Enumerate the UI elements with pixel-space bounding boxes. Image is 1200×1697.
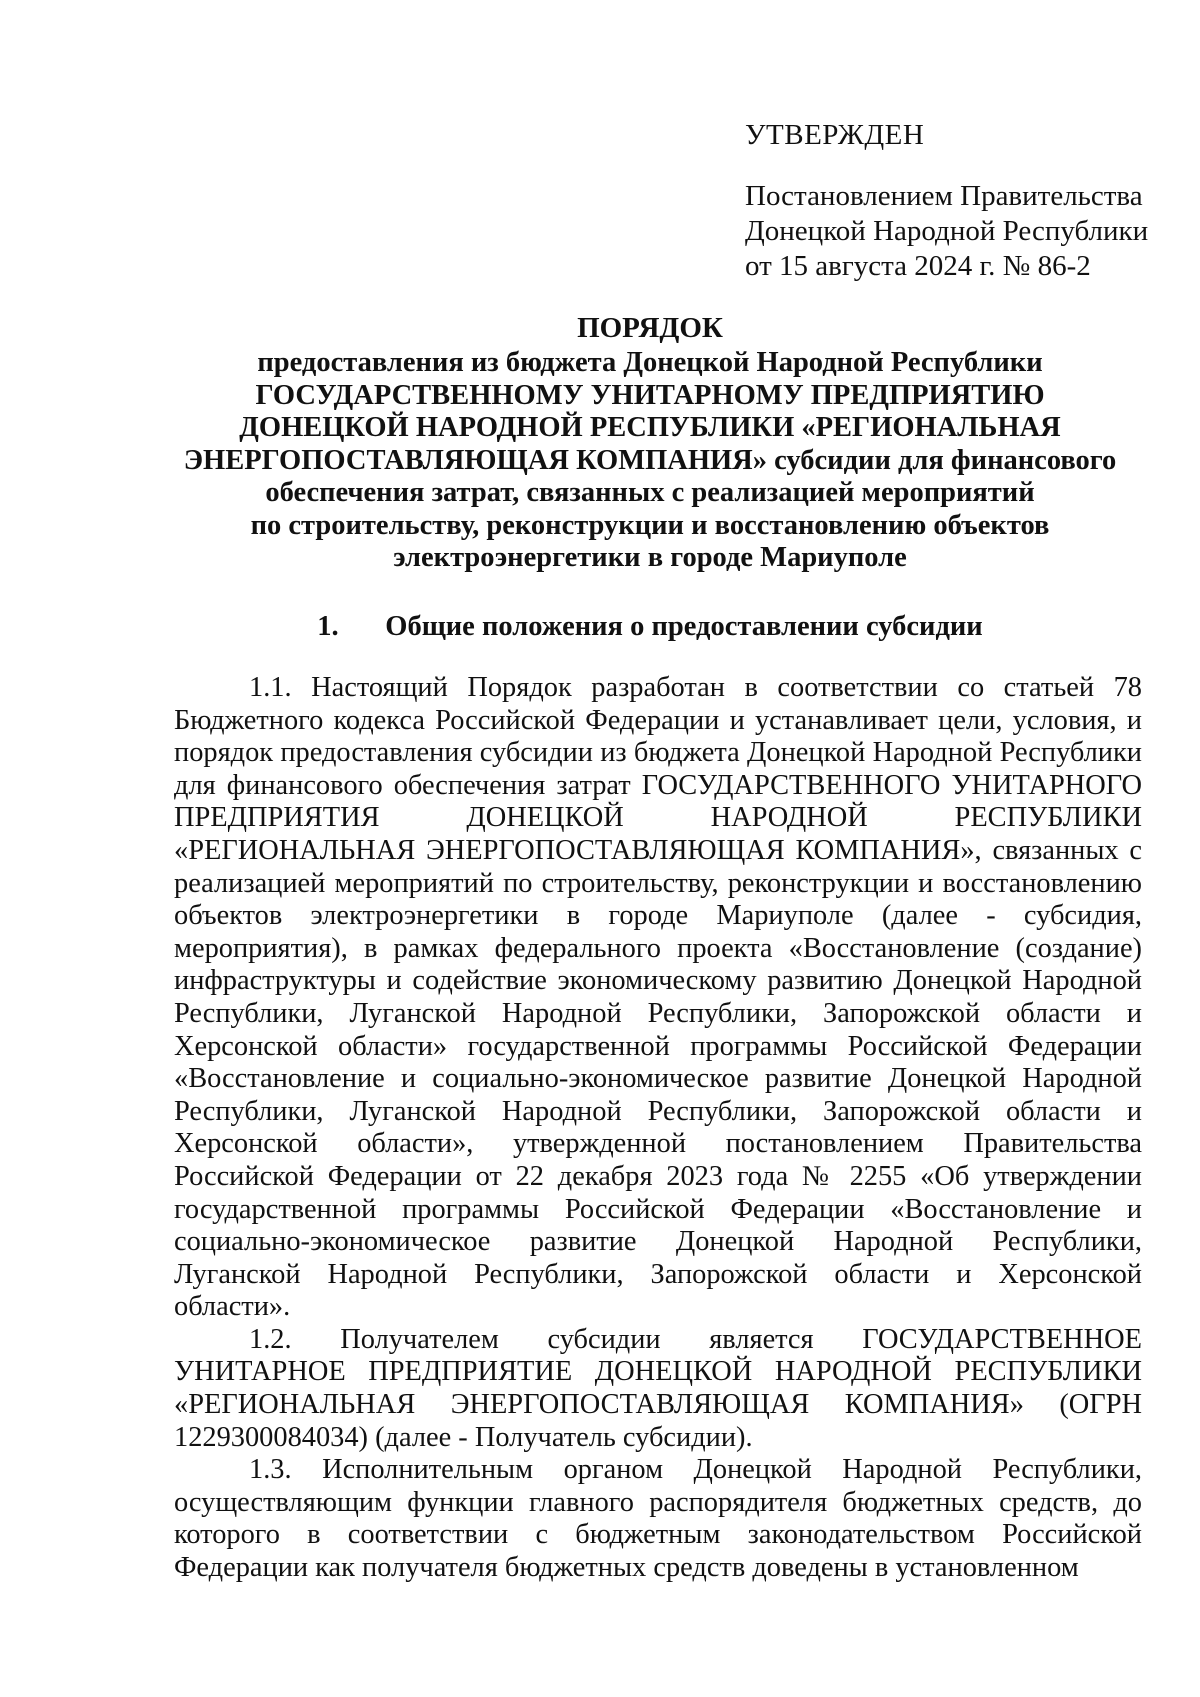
approval-stamp: УТВЕРЖДЕН — [745, 119, 925, 151]
approval-line: Донецкой Народной Республики — [745, 215, 1149, 247]
paragraph-1-2: 1.2. Получателем субсидии является ГОСУДАРСТВЕННОЕ УНИТАРНОЕ ПРЕДПРИЯТИЕ ДОНЕЦКОЙ НАРОДНОЙ РЕСПУБЛИКИ «РЕГИОНАЛЬНАЯ ЭНЕРГОПОСТАВЛЯЮЩАЯ КОМПАНИЯ» (ОГРН 1229300084034) (далее - Получатель субсидии). — [174, 1323, 1142, 1453]
paragraph-1-1: 1.1. Настоящий Порядок разработан в соответствии со статьей 78 Бюджетного кодекса Российской Федерации и устанавливает цели, условия, и порядок предоставления субсидии из бюджета Донецкой Народной Республики для финансового обеспечения затрат ГОСУДАРСТВЕННОГО УНИТАРНОГО ПРЕДПРИЯТИЯ ДОНЕЦКОЙ НАРОДНОЙ РЕСПУБЛИКИ «РЕГИОНАЛЬНАЯ ЭНЕРГОПОСТАВЛЯЮЩАЯ КОМПАНИЯ», связанных с реализацией мероприятий по строительству, реконструкции и восстановлению объектов электроэнергетики в городе Мариуполе (далее - субсидия, мероприятия), в рамках федерального проекта «Восстановление (создание) инфраструктуры и содействие экономическому развитию Донецкой Народной Республики, Луганской Народной Республики, Запорожской области и Херсонской области» государственной программы Российской Федерации «Восстановление и социально-экономическое развитие Донецкой Народной Республики, Луганской Народной Республики, Запорожской области и Херсонской области», утвержденной постановлением Правительства Российской Федерации от 22 декабря 2023 года № 2255 «Об утверждении государственной программы Российской Федерации «Восстановление и социально-экономическое развитие Донецкой Народной Республики, Луганской Народной Республики, Запорожской области и Херсонской области». — [174, 672, 1142, 1323]
title-line: по строительству, реконструкции и восстановлению объектов — [250, 509, 1050, 541]
section-title: Общие положения о предоставлении субсидии — [385, 611, 983, 642]
section-number: 1. — [317, 611, 339, 642]
approval-date-line: от 15 августа 2024 г. № 86-2 — [745, 250, 1091, 282]
title-line: ДОНЕЦКОЙ НАРОДНОЙ РЕСПУБЛИКИ «РЕГИОНАЛЬНАЯ — [239, 412, 1061, 443]
title-main: ПОРЯДОК — [577, 312, 723, 344]
document-title — [170, 311, 1130, 575]
title-line: ЭНЕРГОПОСТАВЛЯЮЩАЯ КОМПАНИЯ» субсидии для финансового — [183, 444, 1117, 476]
paragraph-1-3: 1.3. Исполнительным органом Донецкой Народной Республики, осуществляющим функции главного распорядителя бюджетных средств, до которого в соответствии с бюджетным законодательством Российской Федерации как получателя бюджетных средств доведены в установленном — [174, 1454, 1142, 1584]
approval-block — [745, 118, 1148, 284]
document-body — [174, 672, 1142, 1585]
approval-line: Постановлением Правительства — [745, 180, 1143, 212]
title-line: ГОСУДАРСТВЕННОМУ УНИТАРНОМУ ПРЕДПРИЯТИЮ — [255, 379, 1045, 411]
title-line: обеспечения затрат, связанных с реализацией мероприятий — [265, 477, 1035, 508]
title-line: предоставления из бюджета Донецкой Народной Республики — [257, 347, 1043, 378]
section-heading — [170, 610, 1130, 644]
title-line: электроэнергетики в городе Мариуполе — [393, 542, 907, 573]
